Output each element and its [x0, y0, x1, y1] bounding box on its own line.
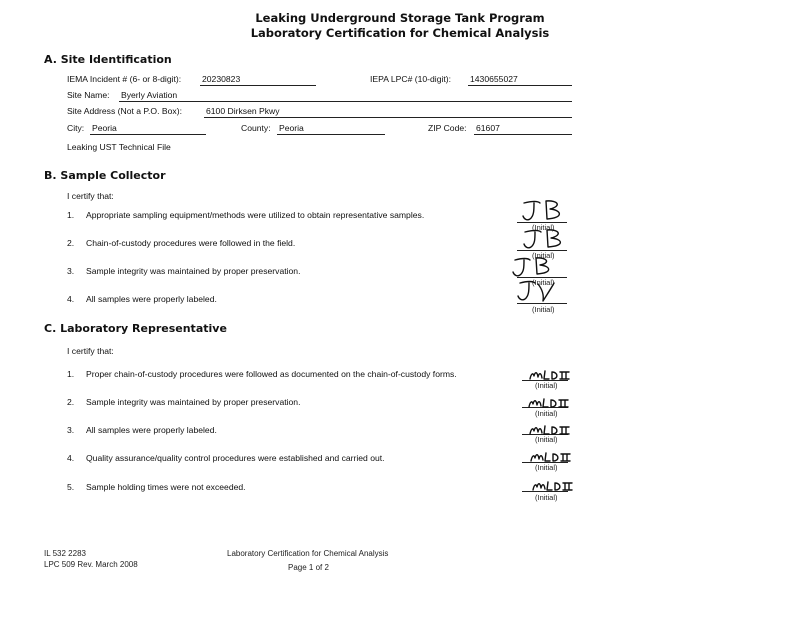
item-number: 2.: [67, 238, 75, 248]
item-text: Proper chain-of-custody procedures were followed as documented on the chain-of-custody forms.: [86, 369, 457, 379]
form-id: IL 532 2283: [44, 549, 86, 558]
collector-initials-signature: [522, 226, 572, 252]
city-label: City:: [67, 123, 85, 133]
initial-label: (Initial): [535, 463, 558, 472]
page-number: Page 1 of 2: [288, 563, 329, 572]
section-c-heading: C. Laboratory Representative: [44, 322, 227, 335]
lpc-value[interactable]: 1430655027: [470, 74, 518, 84]
form-revision: LPC 509 Rev. March 2008: [44, 560, 138, 569]
county-underline: [277, 134, 385, 135]
initial-label: (Initial): [532, 251, 555, 260]
zip-underline: [474, 134, 572, 135]
county-label: County:: [241, 123, 271, 133]
initial-label: (Initial): [535, 435, 558, 444]
item-number: 1.: [67, 369, 75, 379]
lab-initials-signature: [529, 450, 575, 464]
item-number: 4.: [67, 453, 75, 463]
section-a-heading: A. Site Identification: [44, 53, 172, 66]
site-address-value[interactable]: 6100 Dirksen Pkwy: [206, 106, 280, 116]
item-text: Sample holding times were not exceeded.: [86, 482, 246, 492]
lab-initials-signature: [531, 479, 577, 493]
item-text: Sample integrity was maintained by proper preservation.: [86, 397, 301, 407]
item-number: 3.: [67, 266, 75, 276]
item-text: Quality assurance/quality control procedures were established and carried out.: [86, 453, 385, 463]
iema-underline: [200, 85, 316, 86]
collector-initials-signature: [512, 253, 562, 279]
item-text: Chain-of-custody procedures were followed in the field.: [86, 238, 296, 248]
item-number: 3.: [67, 425, 75, 435]
lab-initials-signature: [528, 368, 574, 382]
collector-initials-signature: [516, 279, 566, 305]
initial-label: (Initial): [535, 409, 558, 418]
site-name-label: Site Name:: [67, 90, 110, 100]
iema-value[interactable]: 20230823: [202, 74, 241, 84]
section-c-intro: I certify that:: [67, 346, 114, 356]
footer-doc-title: Laboratory Certification for Chemical Analysis: [227, 549, 389, 558]
file-note: Leaking UST Technical File: [67, 142, 171, 152]
lab-initials-signature: [527, 396, 573, 410]
item-text: All samples were properly labeled.: [86, 425, 217, 435]
zip-label: ZIP Code:: [428, 123, 467, 133]
site-address-underline: [204, 117, 572, 118]
collector-initials-signature: [520, 198, 570, 224]
initial-label: (Initial): [532, 278, 555, 287]
item-text: Appropriate sampling equipment/methods were utilized to obtain representative samples.: [86, 210, 425, 220]
initial-label: (Initial): [535, 493, 558, 502]
iema-label: IEMA Incident # (6- or 8-digit):: [67, 74, 182, 84]
lpc-label: IEPA LPC# (10-digit):: [370, 74, 452, 84]
initial-label: (Initial): [535, 381, 558, 390]
county-value[interactable]: Peoria: [279, 123, 304, 133]
site-name-underline: [119, 101, 572, 102]
item-text: Sample integrity was maintained by proper preservation.: [86, 266, 301, 276]
item-number: 2.: [67, 397, 75, 407]
section-b-intro: I certify that:: [67, 191, 114, 201]
item-number: 1.: [67, 210, 75, 220]
form-title: Leaking Underground Storage Tank Program: [255, 11, 545, 25]
form-subtitle: Laboratory Certification for Chemical Analysis: [250, 26, 550, 40]
zip-value[interactable]: 61607: [476, 123, 500, 133]
item-text: All samples were properly labeled.: [86, 294, 217, 304]
item-number: 5.: [67, 482, 75, 492]
initial-label: (Initial): [532, 223, 555, 232]
lpc-underline: [468, 85, 572, 86]
initial-label: (Initial): [532, 305, 555, 314]
site-name-value[interactable]: Byerly Aviation: [121, 90, 178, 100]
city-value[interactable]: Peoria: [92, 123, 117, 133]
section-b-heading: B. Sample Collector: [44, 169, 166, 182]
item-number: 4.: [67, 294, 75, 304]
city-underline: [90, 134, 206, 135]
site-address-label: Site Address (Not a P.O. Box):: [67, 106, 182, 116]
lab-initials-signature: [528, 423, 574, 437]
